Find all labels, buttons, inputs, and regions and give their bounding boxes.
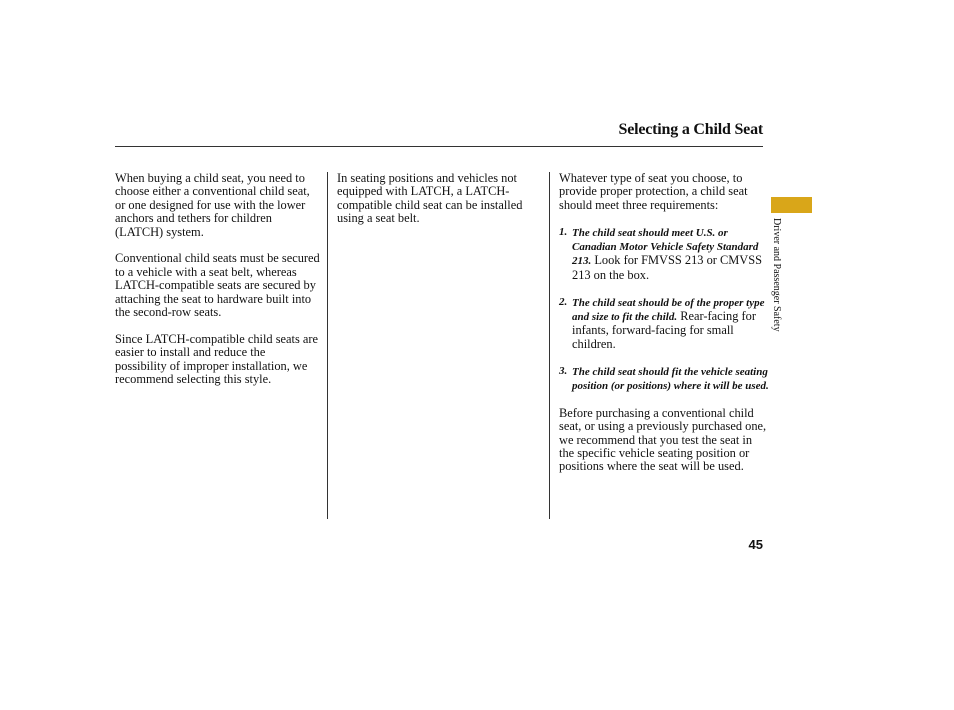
paragraph: Since LATCH-compatible child seats are easier to install and reduce the possibility of improper installation, we recommend selecting this style. (115, 331, 319, 387)
page-number: 45 (748, 537, 763, 552)
requirement-number: 1. (559, 225, 568, 238)
column-divider (549, 172, 550, 519)
column-2 (337, 172, 543, 226)
paragraph: Conventional child seats must be secured to a vehicle with a seat belt, whereas LATCH-compatible seats are secured by attaching the seat to hardware built into the second-row seats. (115, 251, 320, 320)
requirement-item (559, 226, 769, 283)
column-3 (559, 172, 769, 474)
requirement-number: 2. (559, 295, 568, 308)
header-rule (115, 146, 763, 147)
closing-paragraph: Before purchasing a conventional child seat, or using a previously purchased one, we recommend that you test the seat in the specific vehicle seating position or positions where the seat will be used. (559, 405, 767, 474)
requirement-heading: The child seat should fit the vehicle seating position (or positions) where it will be used. (572, 365, 769, 393)
requirement-heading: The child seat should meet U.S. or Canadian Motor Vehicle Safety Standard 213. (572, 226, 759, 268)
section-side-label: Driver and Passenger Safety (771, 218, 782, 332)
page-title: Selecting a Child Seat (618, 121, 763, 138)
requirement-heading: The child seat should be of the proper type and size to fit the child. (572, 296, 765, 324)
requirement-text: Look for FMVSS 213 or CMVSS 213 on the box. (572, 253, 762, 282)
requirement-text: Rear-facing for infants, forward-facing for small children. (572, 309, 756, 351)
column-divider (327, 172, 328, 519)
paragraph: In seating positions and vehicles not equipped with LATCH, a LATCH-compatible child seat can be installed using a seat belt. (337, 171, 523, 226)
intro-paragraph: Whatever type of seat you choose, to provide proper protection, a child seat should meet three requirements: (559, 171, 748, 212)
requirement-number: 3. (559, 364, 568, 377)
column-1 (115, 172, 320, 386)
section-tab (771, 197, 812, 213)
paragraph: When buying a child seat, you need to choose either a conventional child seat, or one designed for use with the lower anchors and tethers for children (LATCH) system. (115, 171, 310, 239)
requirement-item (559, 296, 769, 352)
requirement-item (559, 365, 769, 394)
